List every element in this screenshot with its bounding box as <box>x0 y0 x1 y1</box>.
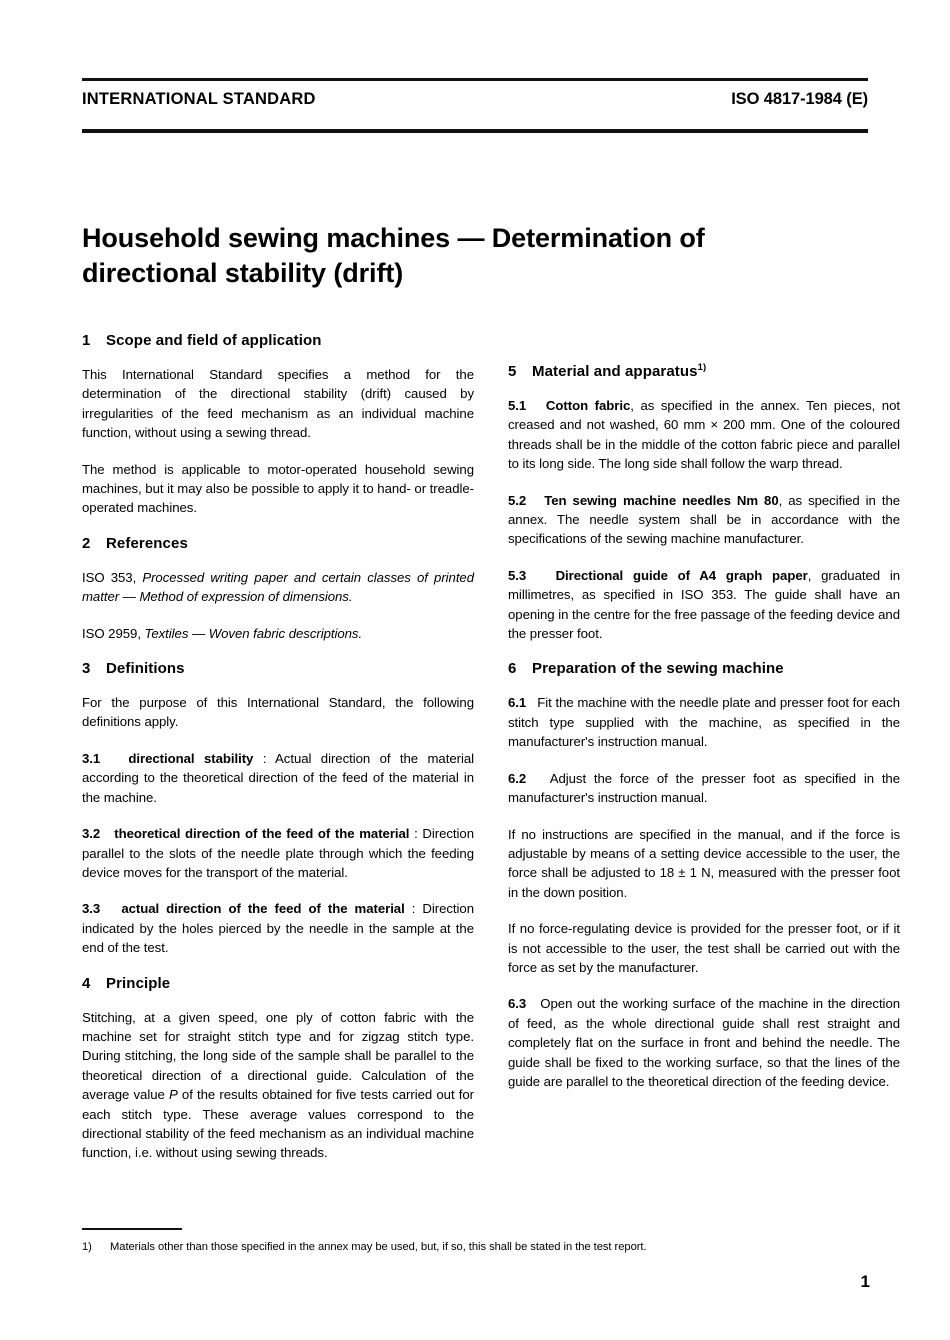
definition-item <box>82 899 474 957</box>
header-row <box>82 90 868 109</box>
variable-symbol: P <box>168 1087 178 1103</box>
section-number: 6 <box>508 660 517 678</box>
footnote-marker: 1) <box>82 1241 92 1253</box>
footnote-reference-marker: 1) <box>697 362 707 373</box>
clause-text: Open out the working surface of the machine in the direction of feed, as the whole directional guide shall rest straight and completely flat on the surface in front and behind the needle. The guide shall be fixed to the working surface, so that the lines of the guide are parallel to the theoretical direction of the feeding device. <box>508 996 901 1089</box>
section-heading-principle <box>82 975 474 992</box>
definition-term: theoretical direction of the feed of the material <box>114 826 410 842</box>
definition-term: actual direction of the feed of the material <box>121 901 405 917</box>
definition-term: directional stability <box>128 750 254 766</box>
clause-number: 6.3 <box>508 996 527 1012</box>
clause-term: Ten sewing machine needles Nm 80 <box>544 492 779 508</box>
clause-item <box>508 396 900 474</box>
clause-text: Fit the machine with the needle plate and presser foot for each stitch type supplied with the machine, as specified in the manufacturer's instruction manual. <box>508 695 901 750</box>
clause-item <box>508 769 900 808</box>
section-heading-preparation <box>508 660 900 677</box>
header-bottom-rule <box>82 129 868 133</box>
section-heading-references <box>82 535 474 552</box>
clause-item <box>508 693 900 751</box>
section-number: 1 <box>82 332 91 349</box>
definition-number: 3.2 <box>82 826 101 842</box>
section-number: 3 <box>82 660 91 678</box>
paragraph-part: Stitching, at a given speed, one ply of cotton fabric with the machine set for straight stitch type and for zigzag stitch type. During stitching, the long side of the sample shall be parallel to the theoretical direction of a directional guide. Calculation of the average value <box>82 1009 474 1103</box>
clause-number: 6.2 <box>508 770 527 786</box>
section-title: Definitions <box>106 660 185 678</box>
section-title: Scope and field of application <box>106 332 322 349</box>
section-title: Principle <box>106 974 171 992</box>
footnote-separator-rule <box>82 1228 182 1230</box>
section-title: Preparation of the sewing machine <box>532 660 784 678</box>
clause-term: Directional guide of A4 graph paper <box>555 567 808 583</box>
section-number: 5 <box>508 363 517 380</box>
definition-text: : Direction parallel to the slots of the needle plate through which the feeding device moves for the transport of the material. <box>82 826 474 880</box>
definition-item <box>82 749 474 807</box>
clause-number: 6.1 <box>508 695 527 711</box>
clause-item <box>508 491 900 549</box>
clause-number: 5.3 <box>508 567 527 583</box>
paragraph <box>82 1008 474 1163</box>
paragraph: For the purpose of this International Standard, the following definitions apply. <box>82 695 474 730</box>
paragraph: If no instructions are specified in the manual, and if the force is adjustable by means of a setting device accessible to the user, the force shall be adjusted to 18 ± 1 N, measured with the presser foot in the down position. <box>508 826 900 900</box>
clause-text: Adjust the force of the presser foot as specified in the manufacturer's instruction manual. <box>508 770 901 806</box>
reference-title: Processed writing paper and certain classes of printed matter — Method of expression of dimensions. <box>82 569 475 605</box>
reference-entry <box>82 568 474 607</box>
page-number: 1 <box>860 1272 870 1291</box>
section-number: 2 <box>82 534 91 552</box>
section-title: References <box>106 534 188 552</box>
reference-code: ISO 353, <box>82 569 143 585</box>
section-title: Material and apparatus <box>532 363 698 380</box>
footnote <box>82 1240 868 1255</box>
paragraph-part: of the results obtained for five tests carried out for each stitch type. These average values correspond to the directional stability of the feed mechanism as an individual machine function, i.e. without using sewing threads. <box>82 1087 474 1161</box>
reference-entry <box>82 624 474 643</box>
section-heading-scope <box>82 332 474 349</box>
clause-text: , as specified in the annex. The needle system shall be in accordance with the specifications of the sewing machine manufacturer. <box>508 492 901 547</box>
clause-text: , as specified in the annex. Ten pieces, not creased and not washed, 60 mm × 200 mm. One of the coloured threads shall be in the middle of the cotton fabric piece and parallel to its long side. The long side shall follow the warp thread. <box>508 398 900 472</box>
reference-code: ISO 2959, <box>82 625 145 641</box>
right-column <box>508 362 900 1091</box>
definition-number: 3.1 <box>82 750 101 766</box>
definition-number: 3.3 <box>82 901 101 917</box>
standard-type-label: INTERNATIONAL STANDARD <box>82 90 316 108</box>
clause-number: 5.2 <box>508 492 527 508</box>
clause-item <box>508 566 900 644</box>
paragraph: The method is applicable to motor-operated household sewing machines, but it may also be possible to apply it to hand- or treadle-operated machines. <box>82 461 474 516</box>
clause-term: Cotton fabric <box>545 398 631 413</box>
paragraph: If no force-regulating device is provided for the presser foot, or if it is not accessible to the user, the test shall be carried out with the force as set by the manufacturer. <box>508 921 900 975</box>
clause-item <box>508 994 900 1091</box>
definition-text: : Direction indicated by the holes pierced by the needle in the sample at the end of the test. <box>82 901 474 956</box>
paragraph: This International Standard specifies a method for the determination of the directional stability (drift) caused by irregularities of the feed mechanism as an individual machine function, without using a sewing thread. <box>82 367 474 441</box>
section-heading-definitions <box>82 660 474 677</box>
reference-title: Textiles — Woven fabric descriptions. <box>144 625 363 641</box>
footnote-text: Materials other than those specified in the annex may be used, but, if so, this shall be stated in the test report. <box>110 1241 647 1253</box>
definition-item <box>82 824 474 882</box>
definition-text: : Actual direction of the material according to the theoretical direction of the feed of the material in the machine. <box>82 750 474 805</box>
page-title: Household sewing machines — Determination of directional stability (drift) <box>82 223 705 288</box>
standard-number-label: ISO 4817-1984 (E) <box>731 90 868 108</box>
left-column <box>82 332 474 1163</box>
header-top-rule <box>82 78 868 81</box>
section-number: 4 <box>82 974 91 992</box>
clause-text: , graduated in millimetres, as specified in ISO 353. The guide shall have an opening in the centre for the free passage of the feeding device and the presser foot. <box>508 567 901 642</box>
section-heading-material-apparatus <box>508 362 900 380</box>
clause-number: 5.1 <box>508 398 527 413</box>
